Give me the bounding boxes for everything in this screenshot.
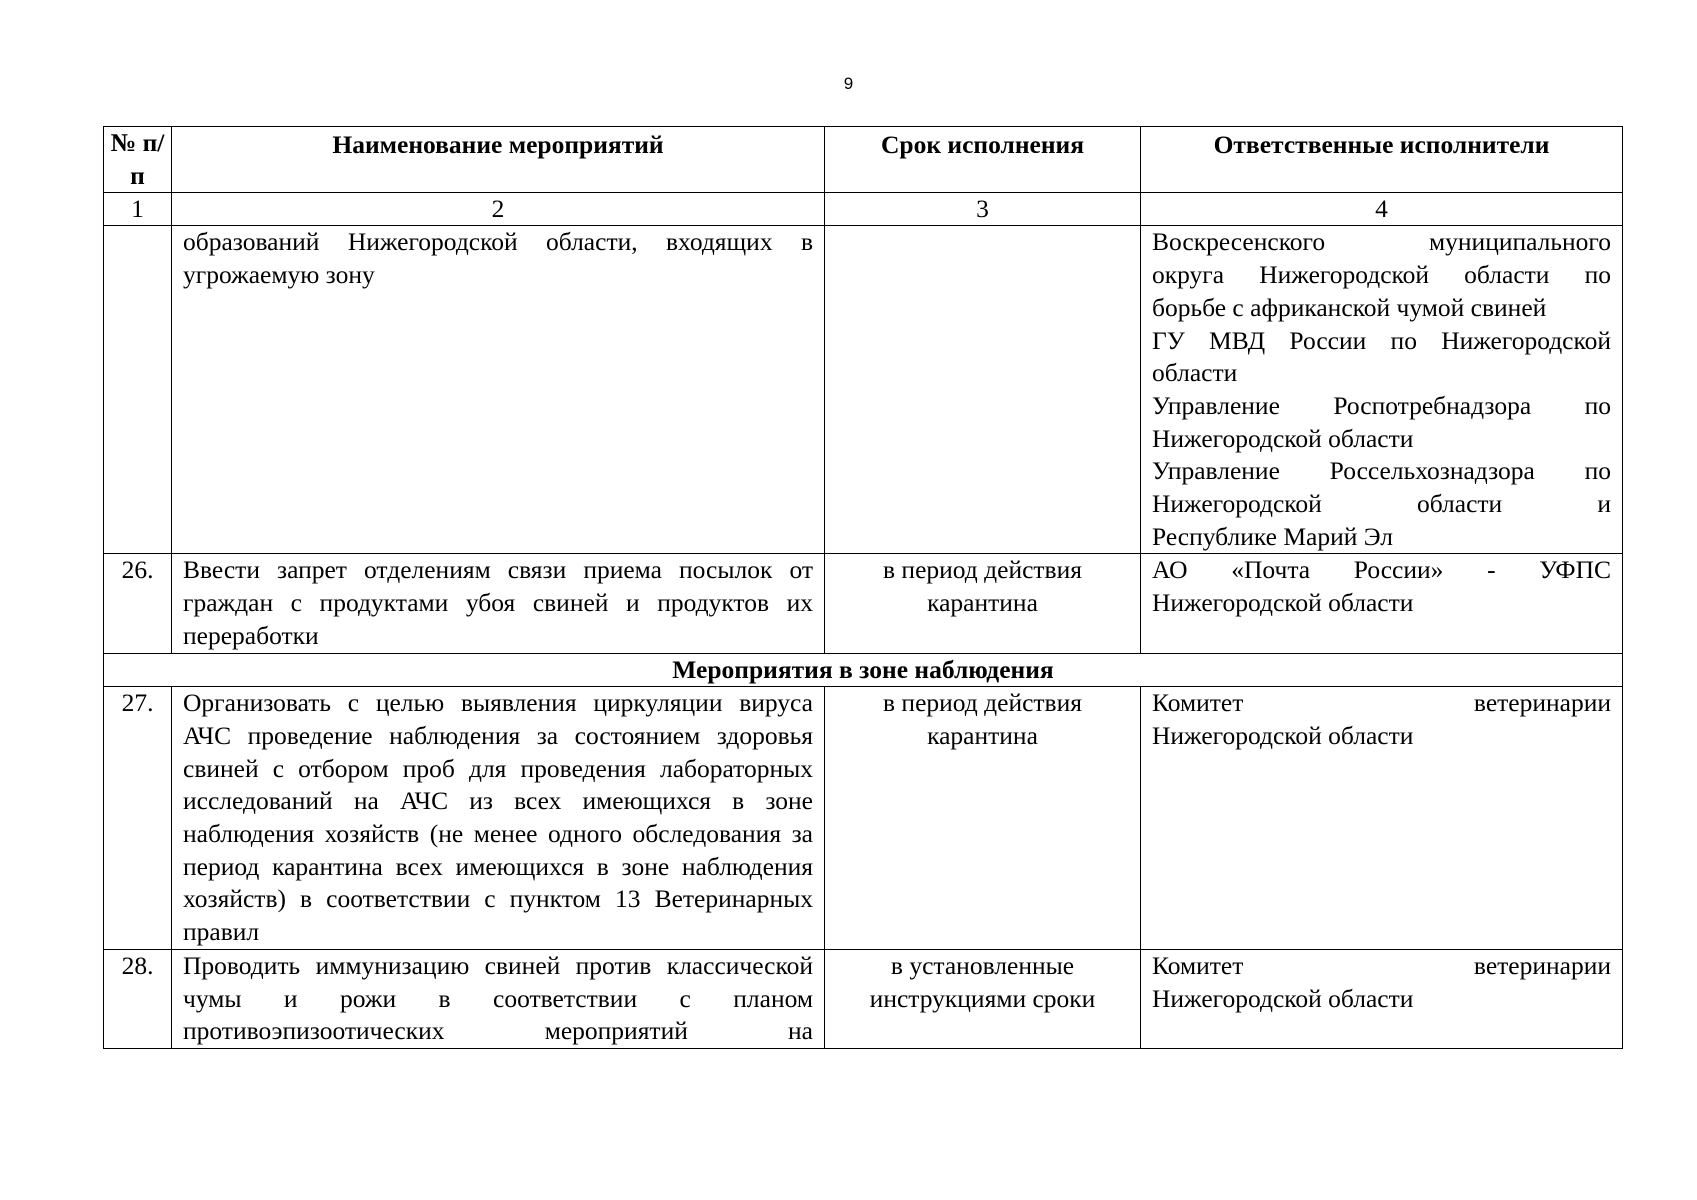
page-number: 9 [843,74,854,93]
column-number: 1 [104,193,172,226]
term-line: карантина [927,720,1038,750]
row-number: 27. [104,687,172,950]
responsible-line: борьбе с африканской чумой свиней [1152,292,1547,322]
responsible-line: округа Нижегородской области по [1152,260,1611,290]
row-term [825,226,1141,554]
responsible-line: Республике Марий Эл [1152,521,1393,551]
row-term [825,687,1141,950]
header-activity-name: Наименование мероприятий [172,127,825,193]
responsible-line: Комитет ветеринарии [1152,950,1611,980]
term-line: инструкциями сроки [869,983,1096,1013]
row-number: 26. [104,554,172,653]
activities-table [103,126,1623,1049]
responsible-line: области [1152,358,1238,388]
responsible-line: Нижегородской области и [1152,489,1611,519]
row-term [825,949,1141,1048]
responsible-line: Управление Россельхознадзора по [1152,456,1611,486]
table-row [104,687,1623,950]
row-responsible [1141,554,1623,653]
responsible-line: ГУ МВД России по Нижегородской [1152,325,1611,355]
column-number: 3 [825,193,1141,226]
responsible-line: Нижегородской области [1152,423,1414,453]
row-activity-name: Проводить иммунизацию свиней против классической чумы и рожи в соответствии с планом противоэпизоотических мероприятий на [172,949,825,1048]
column-number-row [104,193,1623,226]
row-number [104,226,172,554]
term-line: в период действия [883,555,1082,585]
header-number: № п/п [104,127,172,193]
section-row [104,653,1623,687]
table-row [104,949,1623,1048]
responsible-line: Управление Роспотребнадзора по [1152,390,1611,420]
row-number: 28. [104,949,172,1048]
row-term [825,554,1141,653]
term-line: в период действия [883,688,1082,718]
table-header-row [104,127,1623,193]
responsible-line: Комитет ветеринарии [1152,688,1611,718]
row-responsible [1141,949,1623,1048]
responsible-line: Нижегородской области [1152,720,1414,750]
row-activity-name: образований Нижегородской области, входящих в угрожаемую зону [172,226,825,554]
responsible-line: Нижегородской области [1152,983,1414,1013]
row-responsible [1141,687,1623,950]
term-line: в установленные [890,950,1075,980]
table-row [104,226,1623,554]
section-title: Мероприятия в зоне наблюдения [104,653,1623,687]
column-number: 4 [1141,193,1623,226]
row-activity-name: Ввести запрет отделениям связи приема посылок от граждан с продуктами убоя свиней и продуктов их переработки [172,554,825,653]
column-number: 2 [172,193,825,226]
row-activity-name: Организовать с целью выявления циркуляции вируса АЧС проведение наблюдения за состоянием здоровья свиней с отбором проб для проведения лабораторных исследований на АЧС из всех имеющихся в зоне наблюдения хозяйств (не менее одного обследования за период карантина всех имеющихся в зоне наблюдения хозяйств) в соответствии с пунктом 13 Ветеринарных правил [172,687,825,950]
responsible-line: АО «Почта России» - УФПС [1152,555,1611,585]
header-term: Срок исполнения [825,127,1141,193]
header-responsible: Ответственные исполнители [1141,127,1623,193]
table-row [104,554,1623,653]
term-line: карантина [927,588,1038,618]
row-responsible [1141,226,1623,554]
responsible-line: Воскресенского муниципального [1152,227,1611,257]
responsible-line: Нижегородской области [1152,588,1414,618]
